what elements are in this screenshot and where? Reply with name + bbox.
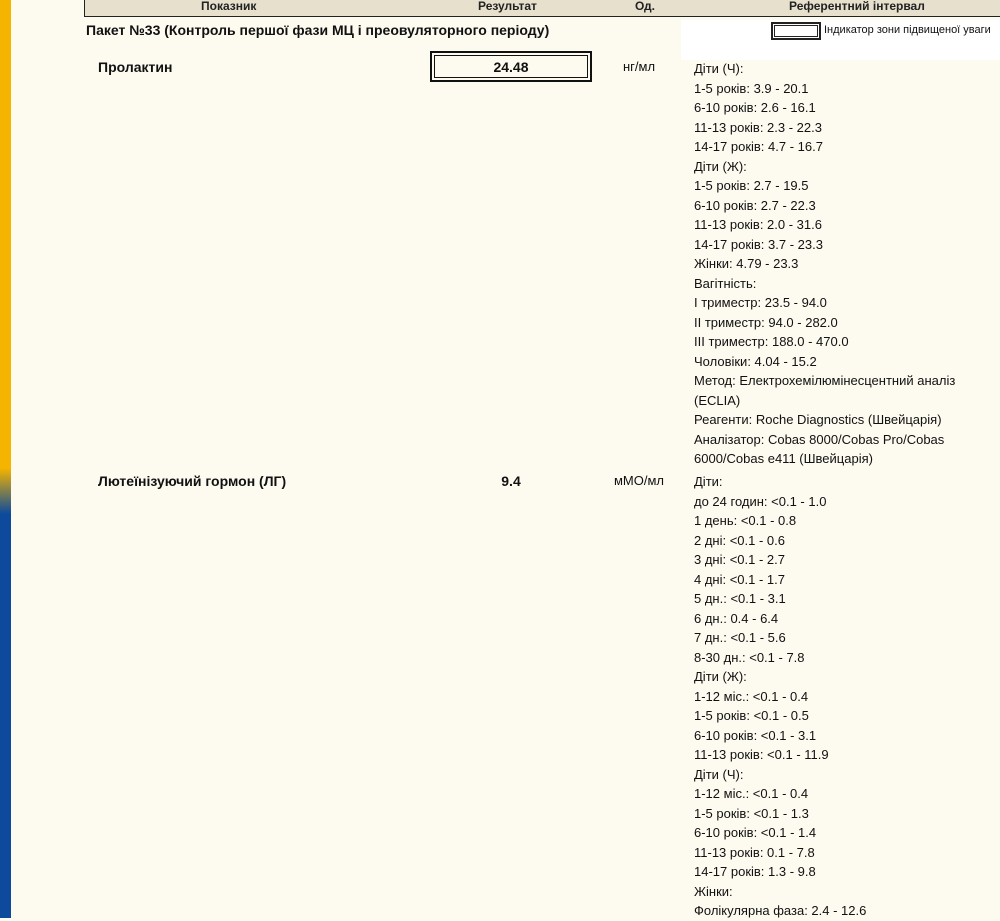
unit-lh: мМО/мл <box>613 473 664 488</box>
reference-line: Чоловіки: 4.04 - 15.2 <box>694 353 817 369</box>
unit-prolactin: нг/мл <box>622 59 656 74</box>
reference-line: Діти (Ч): <box>694 61 744 76</box>
reference-line: до 24 годин: <0.1 - 1.0 <box>694 493 827 509</box>
reference-line: 4 дні: <0.1 - 1.7 <box>694 571 786 587</box>
attention-indicator-label: Індикатор зони підвищеної уваги <box>824 24 991 36</box>
reference-line: Вагітність: <box>694 275 757 291</box>
result-value-prolactin: 24.48 <box>493 59 529 75</box>
reference-line: 14-17 років: 3.7 - 23.3 <box>694 236 823 252</box>
reference-list-prolactin <box>694 59 994 469</box>
reference-line: 11-13 років: 2.3 - 22.3 <box>694 119 822 135</box>
reference-line: 1-12 міс.: <0.1 - 0.4 <box>694 688 809 704</box>
reference-line: Жінки: <box>694 883 733 899</box>
reference-line: 7 дн.: <0.1 - 5.6 <box>694 630 786 645</box>
reference-line: 1-12 міс.: <0.1 - 0.4 <box>694 786 809 801</box>
reference-line: Фолікулярна фаза: 2.4 - 12.6 <box>694 903 867 918</box>
reference-line: 3 дні: <0.1 - 2.7 <box>694 552 786 567</box>
reference-list-lh <box>694 472 994 921</box>
reference-line: 6-10 років: <0.1 - 3.1 <box>694 727 817 743</box>
reference-line: Діти (Ж): <box>694 158 747 174</box>
reference-line: Аналізатор: Cobas 8000/Cobas Pro/Cobas <box>694 431 945 447</box>
header-unit: Од. <box>635 0 655 13</box>
reference-line: (ECLIA) <box>694 392 741 408</box>
reference-line: 6-10 років: 2.7 - 22.3 <box>694 197 816 213</box>
reference-line: 6000/Cobas e411 (Швейцарія) <box>694 451 873 466</box>
reference-line: ІІІ триместр: 188.0 - 470.0 <box>694 334 849 349</box>
attention-indicator-legend <box>681 20 1000 60</box>
header-result: Результат <box>478 0 537 13</box>
table-header <box>84 0 1000 17</box>
result-attention-box <box>430 51 592 82</box>
reference-line: 1-5 років: 2.7 - 19.5 <box>694 178 809 193</box>
reference-line: 11-13 років: 0.1 - 7.8 <box>694 844 815 860</box>
reference-line: 6-10 років: <0.1 - 1.4 <box>694 825 817 840</box>
header-indicator: Показник <box>201 0 257 13</box>
reference-line: 8-30 дн.: <0.1 - 7.8 <box>694 649 805 665</box>
reference-line: І триместр: 23.5 - 94.0 <box>694 295 827 310</box>
test-name-lh: Лютеїнізуючий гормон (ЛГ) <box>98 473 287 489</box>
reference-line: 14-17 років: 4.7 - 16.7 <box>694 139 823 154</box>
reference-line: Діти (Ж): <box>694 669 747 684</box>
reference-line: Метод: Електрохемілюмінесцентний аналіз <box>694 373 956 388</box>
reference-line: Діти (Ч): <box>694 766 744 782</box>
reference-line: ІІ триместр: 94.0 - 282.0 <box>694 314 838 330</box>
reference-line: 11-13 років: <0.1 - 11.9 <box>694 747 829 762</box>
reference-line: 6 дн.: 0.4 - 6.4 <box>694 610 779 626</box>
reference-line: 5 дн.: <0.1 - 3.1 <box>694 591 786 606</box>
reference-line: 11-13 років: 2.0 - 31.6 <box>694 217 822 232</box>
reference-line: Діти: <box>694 474 723 489</box>
reference-line: 1 день: <0.1 - 0.8 <box>694 513 797 528</box>
reference-line: Реагенти: Roche Diagnostics (Швейцарія) <box>694 412 942 427</box>
reference-line: 14-17 років: 1.3 - 9.8 <box>694 864 816 879</box>
page-edge-stripe <box>0 0 11 918</box>
test-name-prolactin: Пролактин <box>98 59 173 75</box>
attention-indicator-swatch <box>771 22 821 40</box>
result-value-lh: 9.4 <box>501 473 521 489</box>
reference-line: 1-5 років: <0.1 - 1.3 <box>694 805 809 821</box>
packet-title: Пакет №33 (Контроль першої фази МЦ і преовуляторного періоду) <box>86 22 550 38</box>
reference-line: 6-10 років: 2.6 - 16.1 <box>694 100 816 115</box>
reference-line: 1-5 років: <0.1 - 0.5 <box>694 708 809 723</box>
reference-line: 2 дні: <0.1 - 0.6 <box>694 532 786 548</box>
reference-line: Жінки: 4.79 - 23.3 <box>694 256 799 271</box>
reference-line: 1-5 років: 3.9 - 20.1 <box>694 80 809 96</box>
header-reference: Референтний інтервал <box>789 0 925 13</box>
